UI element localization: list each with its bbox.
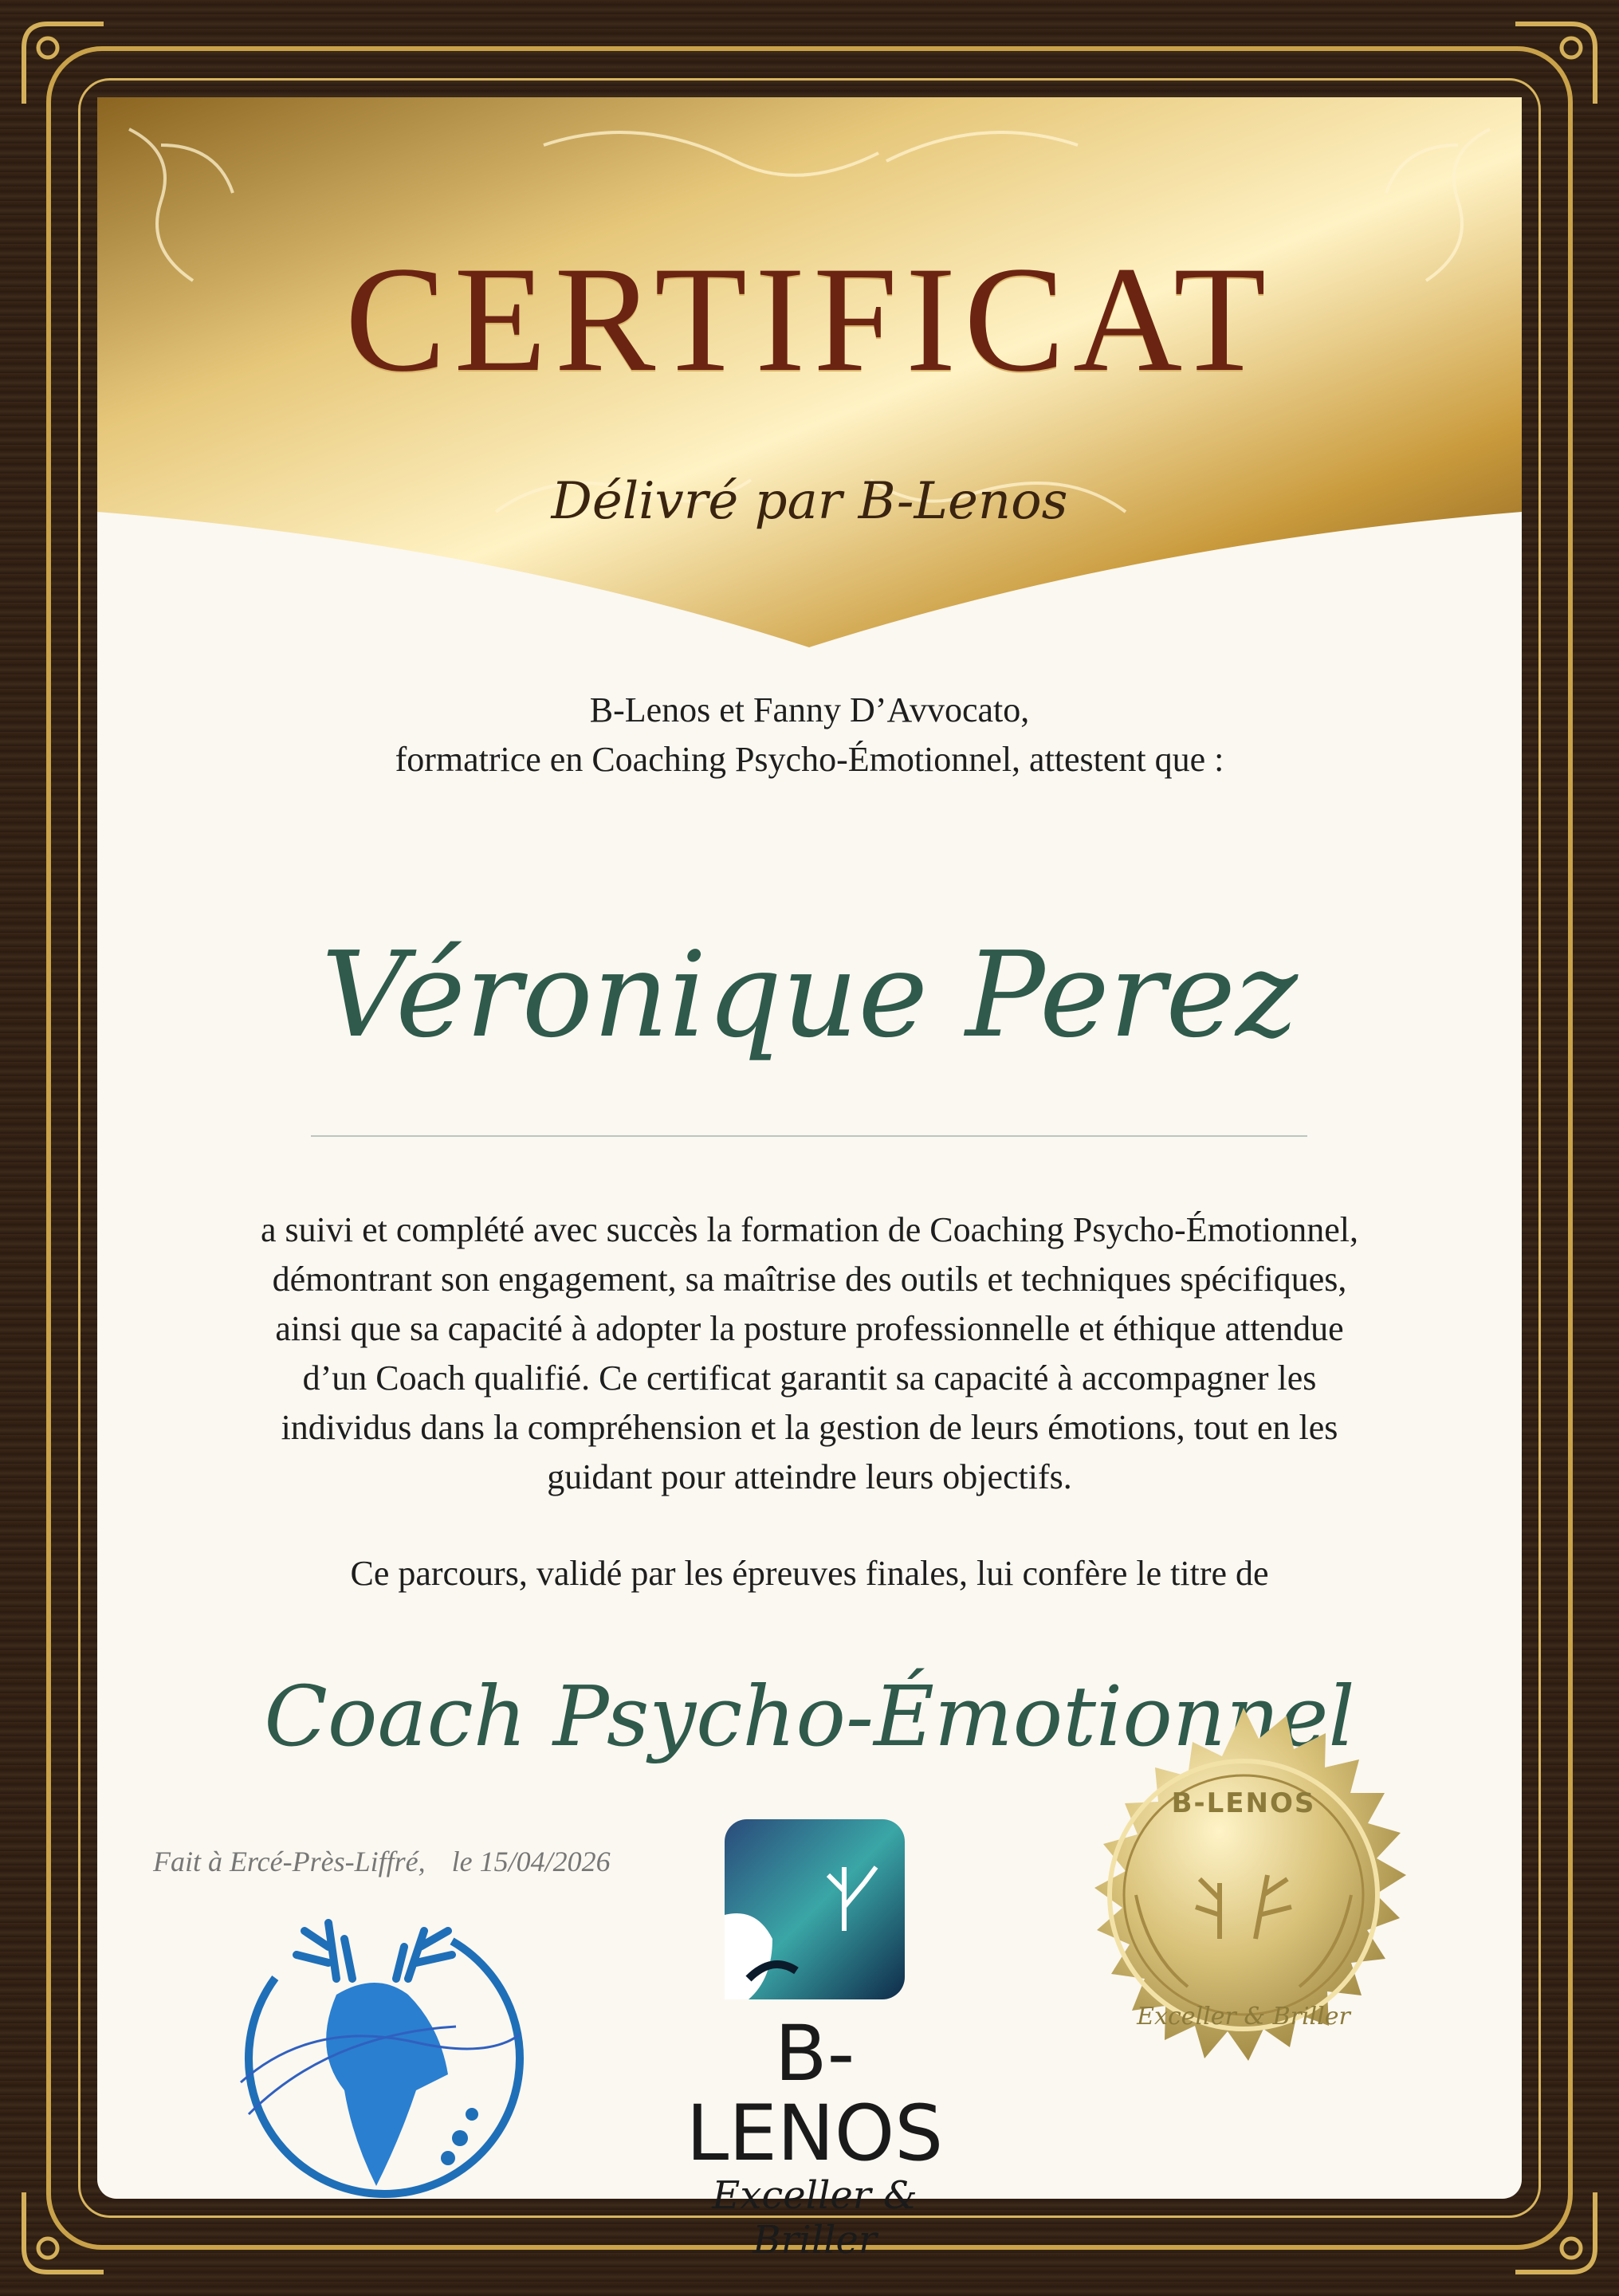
brand-logo <box>647 1819 982 2263</box>
corner-ornament-icon <box>1507 16 1603 112</box>
place-date <box>153 1845 611 1878</box>
date: le 15/04/2026 <box>451 1846 611 1877</box>
brand-tagline: Exceller & Briller <box>712 2173 918 2263</box>
body-line: guidant pour atteindre leurs objectifs. <box>547 1457 1072 1496</box>
body-line: a suivi et complété avec succès la formation de Coaching Psycho-Émotionnel, <box>260 1210 1359 1249</box>
body-line: ainsi que sa capacité à adopter la posture professionnelle et éthique attendue <box>275 1309 1344 1348</box>
body-paragraph <box>161 1205 1458 1502</box>
certificate-subtitle: Délivré par B-Lenos <box>551 472 1068 531</box>
brand-name: B-LENOS <box>686 2009 944 2178</box>
gold-seal-icon <box>1028 1700 1459 2130</box>
certificate-page <box>97 97 1522 2263</box>
name-underline <box>311 1135 1307 1137</box>
body-line: d’un Coach qualifié. Ce certificat garantit sa capacité à accompagner les <box>302 1358 1317 1398</box>
corner-ornament-icon <box>1507 2184 1603 2280</box>
deer-logo-icon <box>725 1819 905 1999</box>
seal-top-text: B-LENOS <box>1171 1787 1316 1819</box>
parcours-text: Ce parcours, validé par les épreuves finales, lui confère le titre de <box>350 1554 1269 1593</box>
certificate-title: CERTIFICAT <box>344 236 1275 403</box>
intro-line: formatrice en Coaching Psycho-Émotionnel, attestent que : <box>395 740 1224 779</box>
body-line: individus dans la compréhension et la gestion de leurs émotions, tout en les <box>281 1408 1338 1447</box>
recipient-name: Véronique Perez <box>321 926 1298 1063</box>
seal-bottom-text: Exceller & Briller <box>1137 2003 1350 2031</box>
intro-line: B-Lenos et Fanny D’Avvocato, <box>589 690 1030 729</box>
degree-title: Coach Psycho-Émotionnel <box>264 1668 1355 1765</box>
body-line: démontrant son engagement, sa maîtrise des outils et techniques spécifiques, <box>272 1260 1347 1299</box>
corner-ornament-icon <box>16 2184 112 2280</box>
deer-emblem-icon <box>217 1875 536 2226</box>
place: Fait à Ercé-Près-Liffré, <box>153 1846 426 1877</box>
intro-text <box>97 686 1522 784</box>
